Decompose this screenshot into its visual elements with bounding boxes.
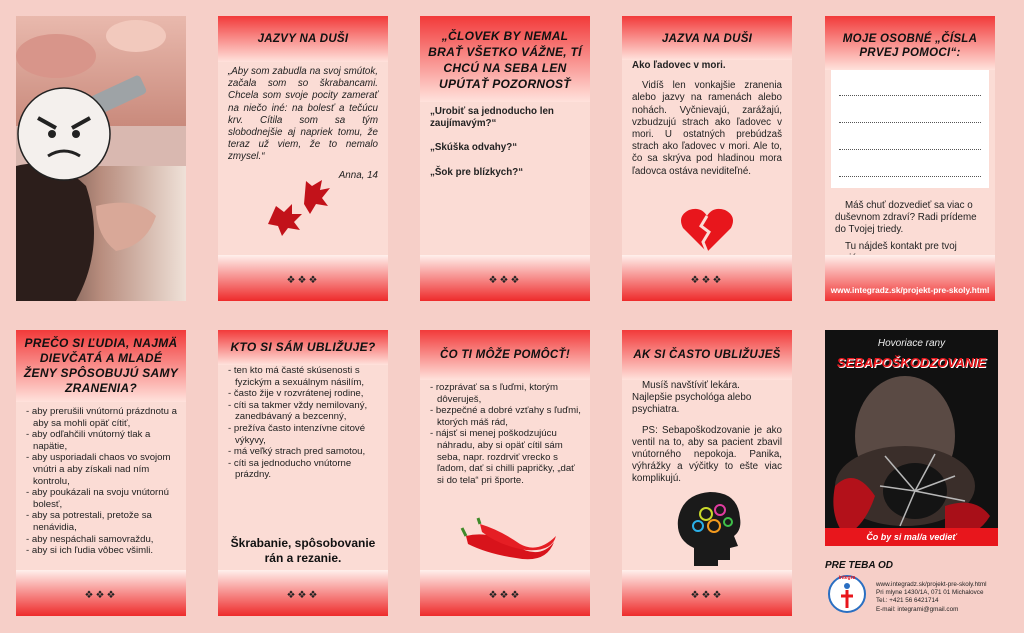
contact-email[interactable]: E-mail: integrami@gmail.com	[876, 605, 959, 613]
panel-footer	[420, 255, 590, 301]
panel-title: JAZVY NA DUŠI	[218, 16, 388, 62]
cover-subtitle: Čo by si mal/a vedieť	[825, 528, 998, 546]
integra-logo	[827, 574, 867, 614]
list-item: - aby sa potrestali, pretože sa nenávidia,	[26, 510, 152, 533]
panel-cover	[825, 330, 995, 616]
who-list	[218, 365, 388, 481]
panel-footer	[218, 570, 388, 616]
cover-title: SEBAPOŠKODZOVANIE	[836, 355, 987, 370]
photo-panel	[16, 16, 186, 301]
list-item: - prežíva často intenzívne citové výkyvy,	[228, 422, 366, 446]
panel-footer	[16, 570, 186, 616]
cover-top-text: Hovoriace rany	[877, 338, 946, 349]
panel-title: AK SI ČASTO UBLIŽUJEŠ	[622, 330, 792, 380]
self-harm-photo-collage	[16, 16, 186, 301]
quote-author: Anna, 14	[338, 169, 378, 181]
panel-title: MOJE OSOBNÉ „ČÍSLA PRVEJ POMOCI“:	[825, 16, 995, 70]
panel-footer	[622, 255, 792, 301]
panel-jazvy-na-dusi	[218, 16, 388, 301]
cover-image	[825, 330, 998, 546]
contact-phone: Tel.: +421 56 6421714	[876, 597, 939, 605]
from-label: PRE TEBA OD	[825, 560, 893, 571]
info-text: Máš chuť dozvedieť sa viac o duševnom zdraví? Radi prídeme do Tvojej triedy.	[835, 200, 977, 236]
question-1: „Urobiť sa jednoducho len zaujímavým?“	[430, 106, 554, 130]
quote-text: „Aby som zabudla na svoj smútok, začala som so škrabancami. Chcela som svoje pocity zamerať na niečo iné: na bolesť a tečúcu krv. Cítila som sa tým slobodnejšie aj napriek tomu, že teraz už viem, že to nemalo zmysel.“	[228, 66, 378, 163]
panel-footer	[218, 255, 388, 301]
list-item: - často žije v rozvrátenej rodine,	[228, 388, 364, 400]
panel-cisla-prvej-pomoci	[825, 16, 995, 301]
bloody-hands-icon	[266, 176, 346, 236]
note-line	[839, 123, 981, 150]
website-link[interactable]: www.integradz.sk/projekt-pre-skoly.html	[825, 255, 995, 301]
cover-photo	[825, 376, 998, 546]
body-text: Vidíš len vonkajšie zranenia alebo jazvy na ramenách alebo nohách. Vyčnievajú, zarážajú, vzbudzujú strach ako ľadovec v mori. U ostatných prebúdzaš strach ako ľadovec v mori. Ale to, čo sa skrýva pod hladinou mora ľadovca ostáva neviditeľné.	[632, 80, 782, 177]
panel-clovek-by-nemal	[420, 16, 590, 301]
note-line	[839, 150, 981, 177]
panel-jazva-na-dusi	[622, 16, 792, 301]
question-2: „Skúška odvahy?“	[430, 142, 518, 154]
footer-ornament: ❖❖❖	[690, 590, 724, 601]
contact-address: Pri mlyne 1430/1A, 071 01 Michalovce	[876, 589, 984, 597]
list-item: - aby poukázali na svoju vnútornú bolesť,	[26, 487, 169, 510]
list-item: - aby prerušili vnútornú prázdnotu a aby sa mohli opäť cítiť,	[26, 406, 177, 429]
panel-title: ČO TI MÔŽE POMÔCŤ!	[420, 330, 590, 380]
panel-preco-si-ludia	[16, 330, 186, 616]
list-item: - cíti sa takmer vždy nemilovaný, zanedbávaný a bezcenný,	[228, 399, 368, 423]
footer-ornament: ❖❖❖	[286, 590, 320, 601]
bottom-heading: Škrabanie, spôsobovanie rán a rezanie.	[230, 536, 376, 565]
panel-title: KTO SI SÁM UBLIŽUJE?	[218, 330, 388, 365]
help-list	[420, 382, 590, 486]
panel-kto-si-sam-ubliuje	[218, 330, 388, 616]
reasons-list	[16, 406, 186, 557]
panel-ak-si-casto-ubliuzes	[622, 330, 792, 616]
contact-web[interactable]: www.integradz.sk/projekt-pre-skoly.html	[876, 581, 987, 588]
panel-footer	[420, 570, 590, 616]
panel-title: „ČLOVEK BY NEMAL BRAŤ VŠETKO VÁŽNE, TÍ CHCÚ NA SEBA LEN UPÚTAŤ POZORNOSŤ	[420, 16, 590, 102]
lead-text: Ako ľadovec v mori.	[632, 60, 726, 71]
contact-info	[876, 581, 986, 614]
broken-heart-icon	[679, 206, 735, 254]
contact-lead: Tu nájdeš kontakt pre tvoj	[845, 240, 957, 252]
note-line	[839, 78, 981, 96]
panel-co-ti-moze-pomoct	[420, 330, 590, 616]
list-item: - ten kto má časté skúsenosti s fyzickým a sexuálnym násilím,	[228, 365, 365, 388]
note-line	[839, 96, 981, 123]
list-item: - bezpečné a dobré vzťahy s ľuďmi, ktorých máš rád,	[430, 405, 581, 428]
logo-text: integra	[838, 575, 856, 581]
advice-text: Musíš navštíviť lekára. Najlepšie psychológa alebo psychiatra.	[632, 380, 752, 416]
list-item: - aby si ich ľudia vôbec všimli.	[26, 545, 154, 557]
list-item: - má veľký strach pred samotou,	[228, 446, 366, 458]
panel-title: PREČO SI ĽUDIA, NAJMÄ DIEVČATÁ A MLADÉ ŽENY SPÔSOBUJÚ SAMY ZRANENIA?	[16, 330, 186, 402]
footer-ornament: ❖❖❖	[286, 275, 320, 286]
chili-pepper-icon	[460, 516, 560, 566]
panel-title: JAZVA NA DUŠI	[622, 16, 792, 60]
panel-footer	[622, 570, 792, 616]
list-item: - aby nespáchali samovraždu,	[26, 533, 154, 545]
list-item: - rozprávať sa s ľuďmi, ktorým dôveruješ,	[430, 382, 558, 405]
list-item: - aby odľahčili vnútorný tlak a napätie,	[26, 429, 151, 452]
footer-ornament: ❖❖❖	[690, 275, 724, 286]
footer-ornament: ❖❖❖	[488, 590, 522, 601]
question-3: „Šok pre blízkych?“	[430, 166, 524, 178]
list-item: - aby usporiadali chaos vo svojom vnútri a aby získali nad ním kontrolu,	[26, 452, 171, 487]
list-item: - nájsť si menej poškodzujúcu náhradu, aby si opäť cítil sám seba, napr. rozdrviť vrecko s ľadom, dať si chilli papričky, „dať si do tela“ pri športe.	[430, 428, 575, 486]
footer-ornament: ❖❖❖	[84, 590, 118, 601]
notes-box[interactable]	[831, 70, 989, 188]
head-gears-icon	[674, 490, 744, 566]
footer-ornament: ❖❖❖	[488, 275, 522, 286]
ps-text: PS: Sebapoškodzovanie je ako ventil na to, aby sa pacient zbavil vnútorného nepokoja. Panika, výhrážky a výčitky to ešte viac komplikujú.	[632, 424, 782, 485]
list-item: - cíti sa jednoducho vnútorne prázdny.	[228, 457, 352, 481]
